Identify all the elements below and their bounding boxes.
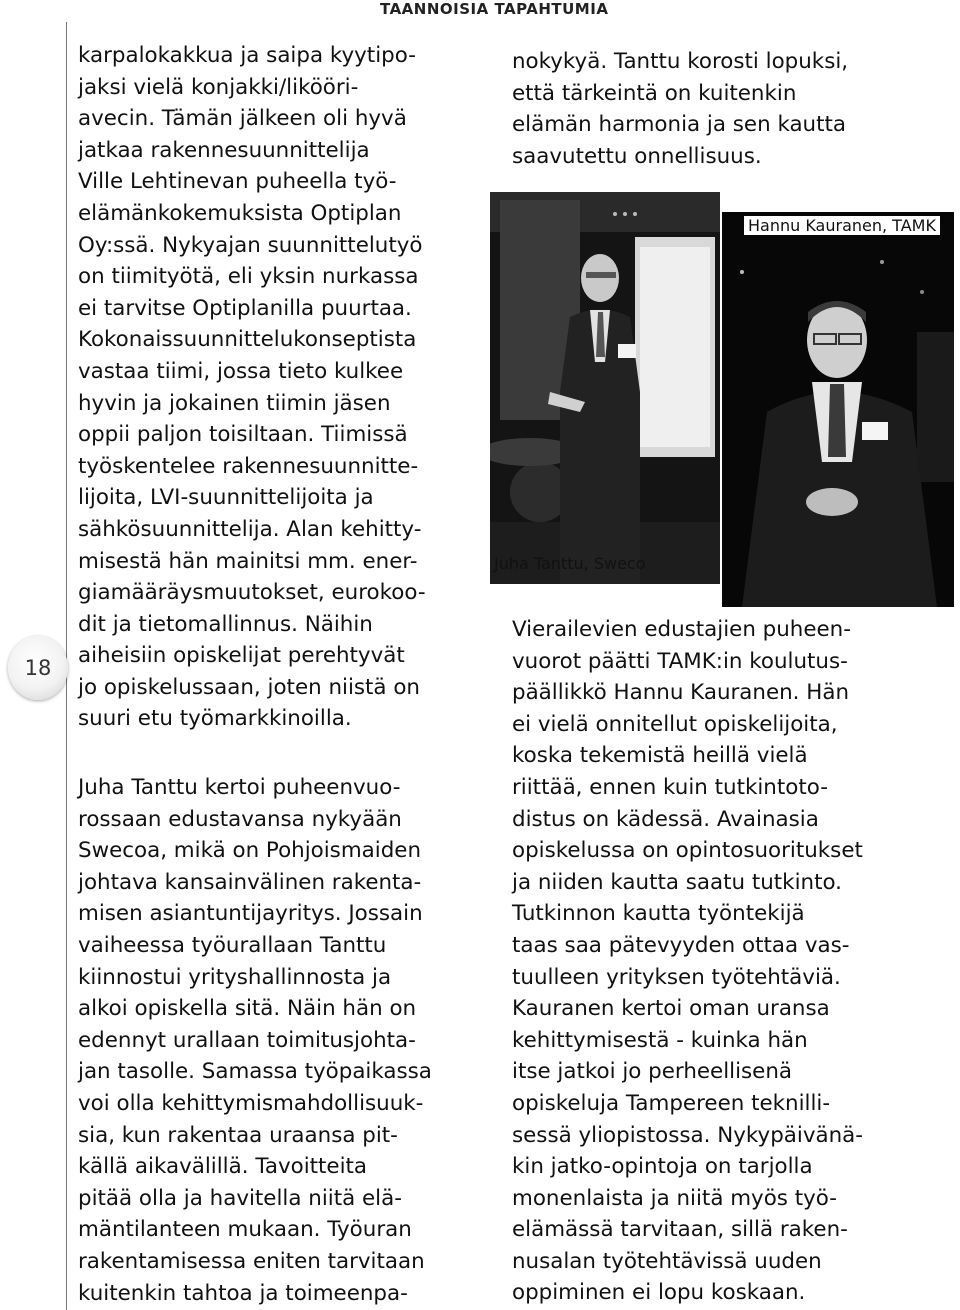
text-line: jan tasolle. Samassa työpaikassa	[78, 1059, 432, 1085]
text-line: tuulleen yrityksen työtehtäviä.	[512, 964, 841, 990]
text-line: misestä hän mainitsi mm. ener-	[78, 548, 418, 574]
text-line: ei vielä onnitellut opiskelijoita,	[512, 711, 838, 737]
right-paragraph-1	[512, 46, 848, 172]
photo-hannu-drawing	[722, 212, 954, 607]
text-line: Kauranen kertoi oman uransa	[512, 996, 830, 1022]
text-line: taas saa pätevyyden ottaa vas-	[512, 932, 850, 958]
text-line: itse jatkoi jo perheellisenä	[512, 1059, 792, 1085]
text-line: opiskelussa on opintosuoritukset	[512, 838, 863, 864]
text-line: ja niiden kautta saatu tutkinto.	[512, 869, 842, 895]
text-line: källä aikavälillä. Tavoitteita	[78, 1154, 368, 1180]
photo-hannu-kauranen	[722, 212, 954, 607]
text-line: jatkaa rakennesuunnittelija	[78, 137, 370, 163]
text-line: pitää olla ja havitella niitä elä-	[78, 1185, 402, 1211]
text-line: elämänkokemuksista Optiplan	[78, 200, 402, 226]
text-line: suuri etu työmarkkinoilla.	[78, 706, 352, 732]
left-paragraph-2	[78, 772, 432, 1309]
right-paragraph-2	[512, 614, 863, 1309]
text-line: karpalokakkua ja saipa kyytipo-	[78, 43, 416, 68]
text-line: kiinnostui yrityshallinnosta ja	[78, 964, 392, 990]
text-line: rossaan edustavansa nykyään	[78, 806, 402, 832]
text-line: lijoita, LVI-suunnittelijoita ja	[78, 485, 374, 511]
text-line: aiheisiin opiskelijat perehtyvät	[78, 643, 405, 669]
text-line: nusalan työtehtävissä uuden	[512, 1248, 822, 1274]
text-line: riittää, ennen kuin tutkintoto-	[512, 774, 828, 800]
text-line: ei tarvitse Optiplanilla puurtaa.	[78, 295, 412, 321]
photo-juha-tanttu	[490, 192, 720, 584]
text-line: saavutettu onnellisuus.	[512, 143, 762, 169]
text-line: on tiimityötä, eli yksin nurkassa	[78, 264, 419, 290]
text-line: johtava kansainvälinen rakenta-	[78, 869, 422, 895]
text-line: dit ja tietomallinnus. Näihin	[78, 611, 373, 637]
text-line: vuorot päätti TAMK:in koulutus-	[512, 648, 848, 674]
left-paragraph-1	[78, 40, 426, 735]
text-line: kehittymisestä - kuinka hän	[512, 1027, 808, 1053]
text-line: kuitenkin tahtoa ja toimeenpa-	[78, 1280, 408, 1306]
text-line: vaiheessa työurallaan Tanttu	[78, 932, 387, 958]
text-line: monenlaista ja niitä myös työ-	[512, 1185, 837, 1211]
text-line: mäntilanteen mukaan. Työuran	[78, 1217, 412, 1243]
text-line: vastaa tiimi, jossa tieto kulkee	[78, 358, 404, 384]
text-line: distus on kädessä. Avainasia	[512, 806, 819, 832]
text-line: giamääräysmuutokset, eurokoo-	[78, 580, 426, 606]
text-line: päällikkö Hannu Kauranen. Hän	[512, 680, 850, 706]
text-line: sähkösuunnittelija. Alan kehitty-	[78, 516, 422, 542]
photo-caption-hannu: Hannu Kauranen, TAMK	[744, 216, 940, 235]
photo-juha-drawing	[490, 192, 720, 584]
photo-caption-juha: Juha Tanttu, Sweco	[494, 554, 646, 573]
text-line: avecin. Tämän jälkeen oli hyvä	[78, 106, 407, 132]
text-line: että tärkeintä on kuitenkin	[512, 80, 797, 106]
text-line: oppiminen ei lopu koskaan.	[512, 1280, 806, 1306]
text-line: opiskeluja Tampereen teknilli-	[512, 1090, 831, 1116]
text-line: nokykyä. Tanttu korosti lopuksi,	[512, 49, 849, 74]
text-line: jaksi vielä konjakki/likööri-	[78, 74, 359, 100]
section-header: TAANNOISIA TAPAHTUMIA	[380, 0, 609, 18]
text-line: hyvin ja jokainen tiimin jäsen	[78, 390, 391, 416]
text-line: työskentelee rakennesuunnitte-	[78, 453, 419, 479]
text-line: misen asiantuntijayritys. Jossain	[78, 901, 423, 927]
text-line: elämän harmonia ja sen kautta	[512, 112, 846, 138]
text-line: sessä yliopistossa. Nykypäivänä-	[512, 1122, 863, 1148]
text-line: jo opiskelussaan, joten niistä on	[78, 674, 420, 700]
text-line: koska tekemistä heillä vielä	[512, 743, 808, 769]
text-line: edennyt urallaan toimitusjohta-	[78, 1027, 416, 1053]
text-line: Kokonaissuunnittelukonseptista	[78, 327, 417, 353]
text-line: Swecoa, mikä on Pohjoismaiden	[78, 838, 422, 864]
page-number-badge	[8, 636, 68, 700]
text-line: kin jatko-opintoja on tarjolla	[512, 1154, 813, 1180]
text-line: alkoi opiskella sitä. Näin hän on	[78, 996, 417, 1022]
text-line: oppii paljon toisiltaan. Tiimissä	[78, 422, 408, 448]
text-line: elämässä tarvitaan, sillä raken-	[512, 1217, 848, 1243]
text-line: Ville Lehtinevan puheella työ-	[78, 169, 397, 195]
text-line: Vierailevien edustajien puheen-	[512, 617, 851, 642]
text-line: voi olla kehittymismahdollisuuk-	[78, 1090, 424, 1116]
text-line: Juha Tanttu kertoi puheenvuo-	[78, 775, 401, 800]
page-number: 18	[24, 656, 52, 680]
text-line: Oy:ssä. Nykyajan suunnittelutyö	[78, 232, 423, 258]
text-line: Tutkinnon kautta työntekijä	[512, 901, 805, 927]
text-line: rakentamisessa eniten tarvitaan	[78, 1248, 425, 1274]
text-line: sia, kun rakentaa uraansa pit-	[78, 1122, 398, 1148]
